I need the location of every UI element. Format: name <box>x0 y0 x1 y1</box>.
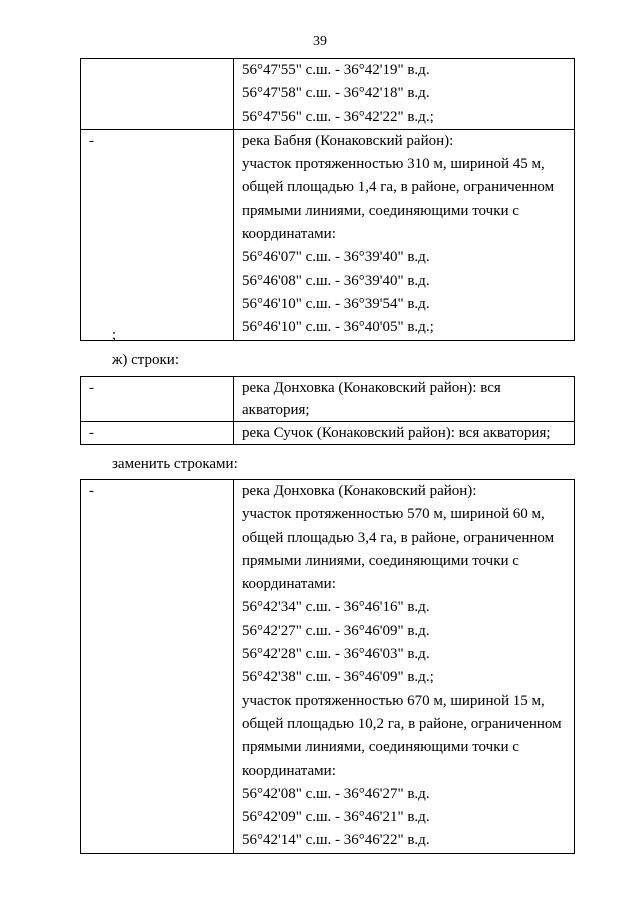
table-row <box>81 480 575 854</box>
row-content <box>234 480 575 854</box>
content-line: общей площадью 3,4 га, в районе, ограниченном <box>242 529 555 546</box>
table-row <box>81 129 575 340</box>
semicolon-line: ; <box>112 327 117 343</box>
row-marker: - <box>81 129 234 340</box>
content-line: 56°42'28" с.ш. - 36°46'03" в.д. <box>242 646 430 663</box>
content-line: общей площадью 1,4 га, в районе, ограниченном <box>242 179 555 196</box>
row-content <box>234 422 575 445</box>
content-line: 56°47'58" с.ш. - 36°42'18" в.д. <box>242 85 430 102</box>
content-line: 56°46'10" с.ш. - 36°40'05" в.д.; <box>242 319 434 336</box>
table-body <box>81 377 575 445</box>
new-rows-table <box>80 479 575 854</box>
content-line: 56°46'08" с.ш. - 36°39'40" в.д. <box>242 272 430 289</box>
row-content <box>234 377 575 422</box>
content-line: координатами: <box>242 226 336 243</box>
content-line: река Бабня (Конаковский район): <box>242 132 454 149</box>
content-line: прямыми линиями, соединяющими точки с <box>242 552 519 569</box>
coordinates-table-1 <box>80 58 575 341</box>
table-body <box>81 480 575 854</box>
content-line: 56°42'34" с.ш. - 36°46'16" в.д. <box>242 599 430 616</box>
page-number: 39 <box>313 34 327 49</box>
content-line: 56°42'09" с.ш. - 36°46'21" в.д. <box>242 809 430 826</box>
content-line: 56°46'10" с.ш. - 36°39'54" в.д. <box>242 295 430 312</box>
table-row <box>81 59 575 130</box>
row-marker <box>81 59 234 130</box>
table-body <box>81 59 575 341</box>
row-marker: - <box>81 377 234 422</box>
row-marker: - <box>81 480 234 854</box>
content-line: река Донховка (Конаковский район): <box>242 483 477 499</box>
content-line: координатами: <box>242 762 336 779</box>
row-content <box>234 129 575 340</box>
content-line: прямыми линиями, соединяющими точки с <box>242 739 519 756</box>
replace-heading: заменить строками: <box>112 456 238 472</box>
content-line: 56°47'55" с.ш. - 36°42'19" в.д. <box>242 62 430 78</box>
content-line: 56°42'14" с.ш. - 36°46'22" в.д. <box>242 832 430 849</box>
table-row <box>81 422 575 445</box>
content-line: река Донховка (Конаковский район): вся <box>242 380 501 396</box>
row-content <box>234 59 575 130</box>
content-line: 56°42'08" с.ш. - 36°46'27" в.д. <box>242 785 430 802</box>
section-zh-heading: ж) строки: <box>112 352 179 368</box>
content-line: река Сучок (Конаковский район): вся акватория; <box>242 425 551 441</box>
content-line: прямыми линиями, соединяющими точки с <box>242 202 519 219</box>
content-line: акватория; <box>242 402 310 418</box>
content-line: 56°42'27" с.ш. - 36°46'09" в.д. <box>242 622 430 639</box>
old-rows-table <box>80 376 575 445</box>
content-line: координатами: <box>242 576 336 593</box>
content-line: общей площадью 10,2 га, в районе, ограниченном <box>242 715 562 732</box>
content-line: 56°46'07" с.ш. - 36°39'40" в.д. <box>242 249 430 266</box>
content-line: участок протяженностью 310 м, шириной 45 м, <box>242 156 545 173</box>
table-row <box>81 377 575 422</box>
content-line: 56°47'56" с.ш. - 36°42'22" в.д.; <box>242 108 434 125</box>
content-line: участок протяженностью 570 м, шириной 60 м, <box>242 506 545 523</box>
content-line: 56°42'38" с.ш. - 36°46'09" в.д.; <box>242 669 434 686</box>
row-marker: - <box>81 422 234 445</box>
content-line: участок протяженностью 670 м, шириной 15 м, <box>242 692 545 709</box>
